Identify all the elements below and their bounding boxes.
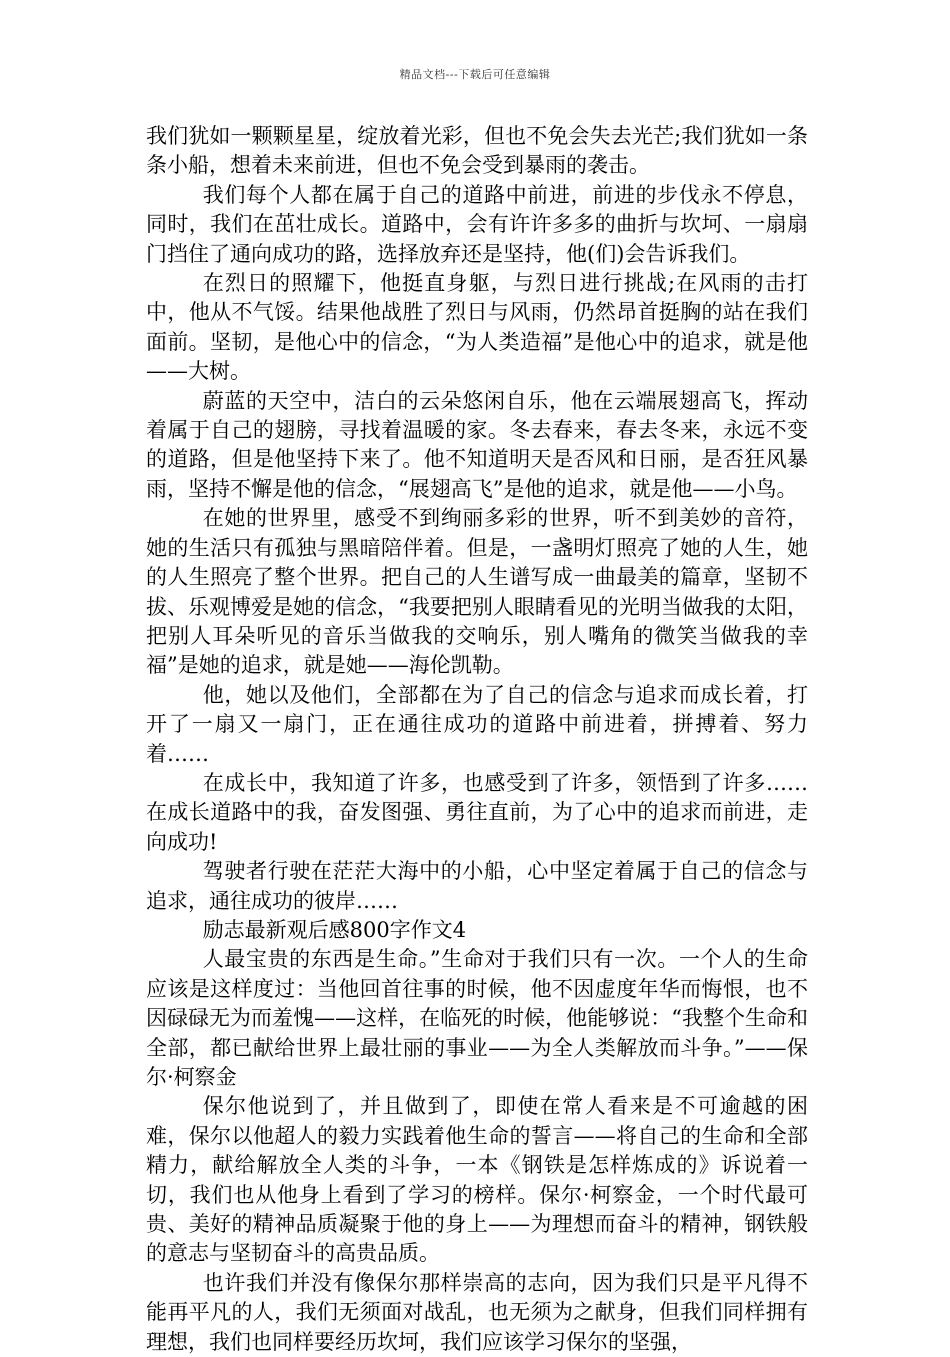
paragraph: 在成长中，我知道了许多，也感受到了许多，领悟到了许多……在成长道路中的我，奋发图强、勇往直前，为了心中的追求而前进，走向成功! xyxy=(146,770,808,854)
paragraph: 在她的世界里，感受不到绚丽多彩的世界，听不到美妙的音符，她的生活只有孤独与黑暗陪伴着。但是，一盏明灯照亮了她的人生，她的人生照亮了整个世界。把自己的人生谱写成一曲最美的篇章，坚韧不拔、乐观博爱是她的信念，“我要把别人眼睛看见的光明当做我的太阳，把别人耳朵听见的音乐当做我的交响乐，别人嘴角的微笑当做我的幸福”是她的追求，就是她——海伦凯勒。 xyxy=(146,506,808,678)
paragraph: 人最宝贵的东西是生命。”生命对于我们只有一次。一个人的生命应该是这样度过：当他回首往事的时候，他不因虚度年华而悔恨，也不因碌碌无为而羞愧——这样，在临死的时候，他能够说：“我整个生命和全部，都已献给世界上最壮丽的事业——为全人类解放而斗争。”——保尔·柯察金 xyxy=(146,947,808,1089)
paragraph: 驾驶者行驶在茫茫大海中的小船，心中坚定着属于自己的信念与追求，通往成功的彼岸…… xyxy=(146,859,808,913)
paragraph: 保尔他说到了，并且做到了，即使在常人看来是不可逾越的困难，保尔以他超人的毅力实践着他生命的誓言——将自己的生命和全部精力，献给解放全人类的斗争，一本《钢铁是怎样炼成的》诉说着一切，我们也从他身上看到了学习的榜样。保尔·柯察金，一个时代最可贵、美好的精神品质凝聚于他的身上——为理想而奋斗的精神，钢铁般的意志与坚韧奋斗的高贵品质。 xyxy=(146,1094,808,1266)
paragraph: 他，她以及他们，全部都在为了自己的信念与追求而成长着，打开了一扇又一扇门，正在通往成功的道路中前进着，拼搏着、努力着…… xyxy=(146,682,808,766)
paragraph: 在烈日的照耀下，他挺直身躯，与烈日进行挑战;在风雨的击打中，他从不气馁。结果他战胜了烈日与风雨，仍然昂首挺胸的站在我们面前。坚韧，是他心中的信念，“为人类造福”是他心中的追求，就是他——大树。 xyxy=(146,271,808,384)
paragraph: 蔚蓝的天空中，洁白的云朵悠闲自乐，他在云端展翅高飞，挥动着属于自己的翅膀，寻找着温暖的家。冬去春来，春去冬来，永远不变的道路，但是他坚持下来了。他不知道明天是否风和日丽，是否狂风暴雨，坚持不懈是他的信念，“展翅高飞”是他的追求，就是他——小鸟。 xyxy=(146,388,808,501)
section-heading: 励志最新观后感800字作文4 xyxy=(202,917,467,942)
paragraph: 也许我们并没有像保尔那样崇高的志向，因为我们只是平凡得不能再平凡的人，我们无须面对战乱，也无须为之献身，但我们同样拥有理想，我们也同样要经历坎坷，我们应该学习保尔的坚强， xyxy=(146,1270,808,1354)
document-body xyxy=(146,122,808,1357)
paragraph: 我们每个人都在属于自己的道路中前进，前进的步伐永不停息，同时，我们在茁壮成长。道路中，会有许许多多的曲折与坎坷、一扇扇门挡住了通向成功的路，选择放弃还是坚持，他(们)会告诉我们。 xyxy=(146,182,808,266)
paragraph: 我们犹如一颗颗星星，绽放着光彩，但也不免会失去光芒;我们犹如一条条小船，想着未来前进，但也不免会受到暴雨的袭击。 xyxy=(146,124,808,178)
page-header: 精品文档---下载后可任意编辑 xyxy=(399,68,551,81)
